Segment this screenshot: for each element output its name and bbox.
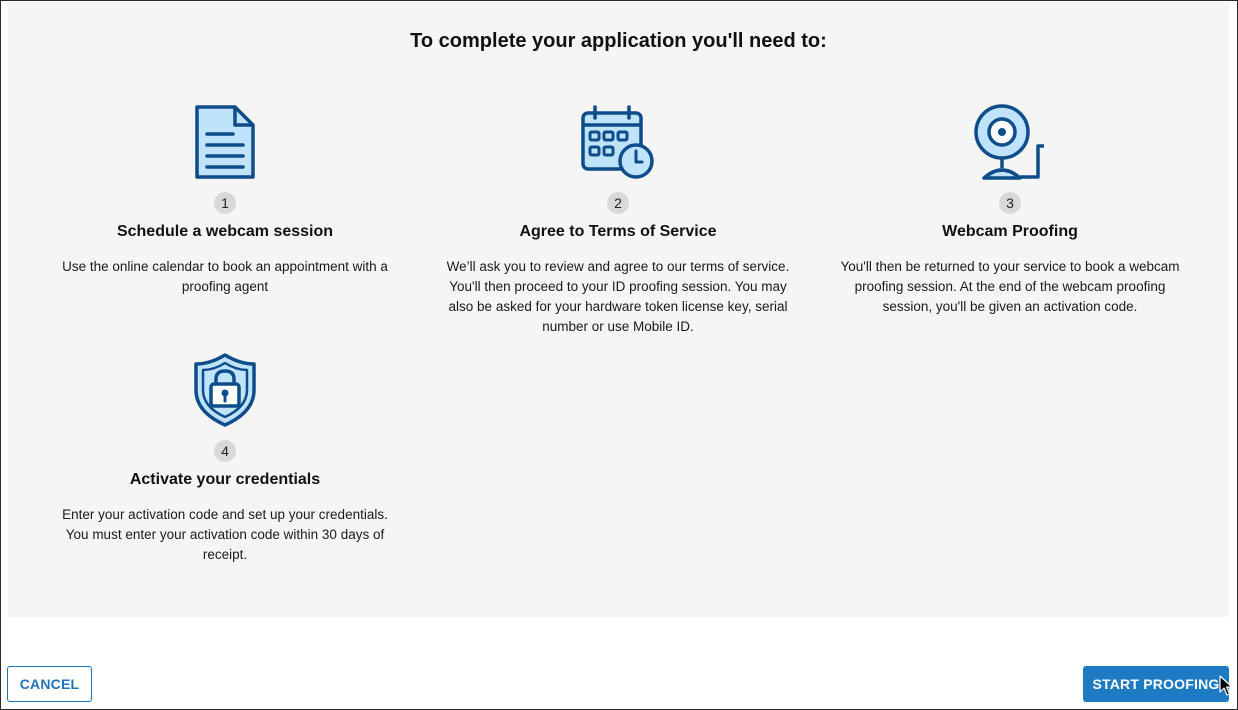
mouse-pointer-icon	[1219, 675, 1233, 697]
step-4	[35, 352, 415, 565]
step-number: 1	[214, 192, 236, 214]
step-2	[428, 104, 808, 337]
webcam-icon	[972, 104, 1048, 180]
step-title: Schedule a webcam session	[116, 223, 334, 240]
step-description: Use the online calendar to book an appointment with a proofing agent	[62, 259, 388, 294]
cancel-button[interactable]: CANCEL	[7, 666, 92, 702]
calendar-clock-icon	[580, 104, 656, 180]
page-title: To complete your application you'll need to:	[410, 30, 827, 52]
step-1	[35, 104, 415, 297]
steps-panel	[8, 2, 1229, 617]
start-proofing-button[interactable]: START PROOFING	[1083, 666, 1229, 702]
step-3	[820, 104, 1200, 317]
step-number: 3	[999, 192, 1021, 214]
step-description: You'll then be returned to your service to book a webcam proofing session. At the end of the webcam proofing session, you'll be given an activation code.	[840, 259, 1180, 314]
step-number: 4	[214, 440, 236, 462]
step-title: Activate your credentials	[129, 471, 321, 488]
step-description: We’ll ask you to review and agree to our terms of service. You'll then proceed to your ID proofing session. You may also be asked for your hardware token license key, serial number or use Mobile ID.	[446, 259, 790, 334]
step-description: Enter your activation code and set up your credentials. You must enter your activation code within 30 days of receipt.	[62, 507, 388, 562]
step-number: 2	[607, 192, 629, 214]
step-title: Webcam Proofing	[942, 223, 1078, 240]
document-icon	[193, 104, 257, 180]
shield-lock-icon	[192, 352, 258, 428]
step-title: Agree to Terms of Service	[519, 223, 717, 240]
